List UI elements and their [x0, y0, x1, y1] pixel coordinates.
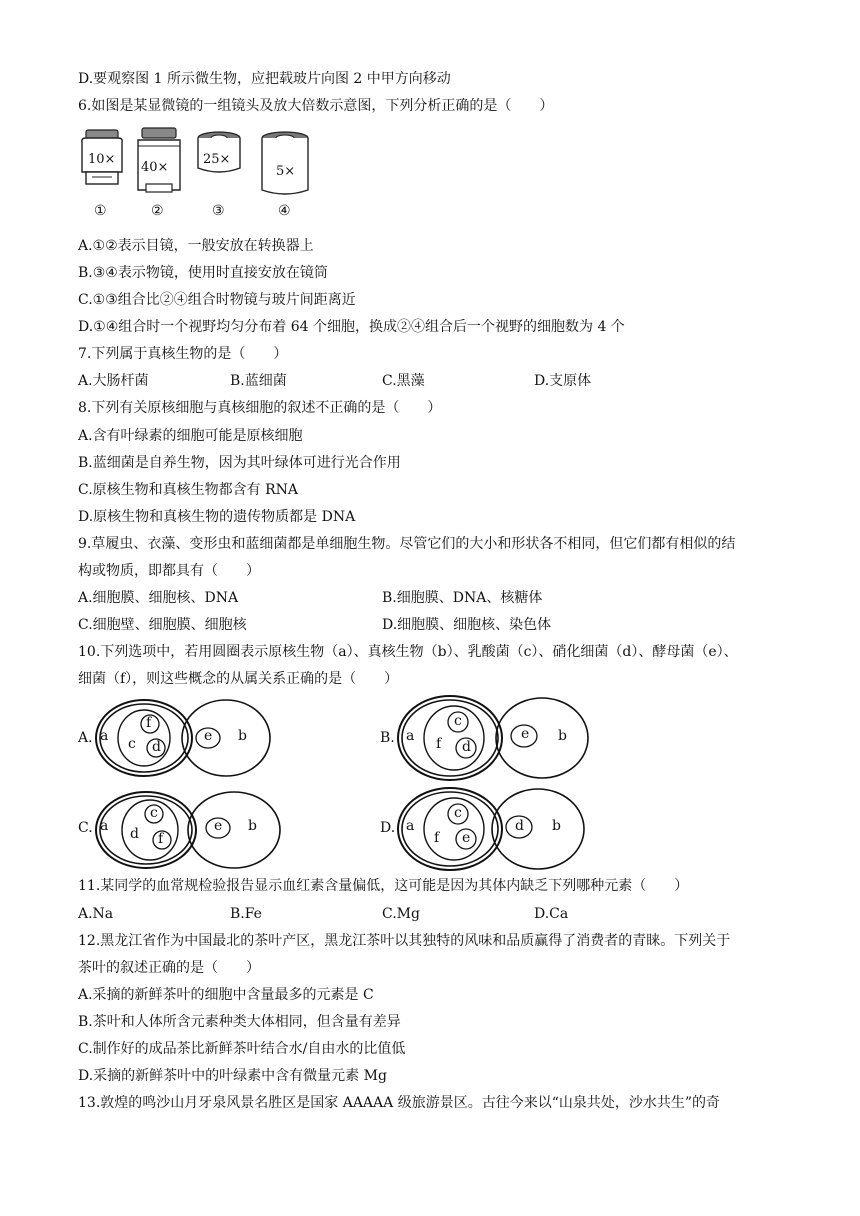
question-6-option-b: B.③④表示物镜，使用时直接安放在镜筒: [78, 265, 328, 281]
question-9-option-a: A.细胞膜、细胞核、DNA: [78, 590, 239, 606]
question-12-stem-line2: 茶叶的叙述正确的是（ ）: [78, 960, 260, 976]
question-12-option-c: C.制作好的成品茶比新鲜茶叶结合水/自由水的比值低: [78, 1041, 406, 1057]
question-9-stem-line2: 构或物质，即都具有（ ）: [78, 563, 260, 579]
question-9-options-row1: [78, 589, 778, 607]
question-11-option-b: B.Fe: [230, 906, 262, 922]
question-5-option-d: D.要观察图 1 所示微生物，应把载玻片向图 2 中甲方向移动: [78, 71, 451, 87]
lens-2-magnification: 40×: [141, 160, 169, 175]
question-11-stem: 11.某同学的血常规检验报告显示血红素含量偏低，这可能是因为其体内缺乏下列哪种元素（ ）: [78, 878, 689, 894]
lens-3-number: ③: [212, 203, 225, 219]
question-6-stem: 6.如图是某显微镜的一组镜头及放大倍数示意图，下列分析正确的是（ ）: [78, 98, 554, 114]
lens-3-magnification: 25×: [203, 152, 231, 167]
question-7-stem: 7.下列属于真核生物的是（ ）: [78, 346, 288, 362]
venn-option-d: D. a f c e d b: [380, 784, 590, 874]
question-8-option-a: A.含有叶绿素的细胞可能是原核细胞: [78, 428, 303, 444]
question-7-option-a: A.大肠杆菌: [78, 373, 149, 389]
lens-1-magnification: 10×: [88, 152, 116, 167]
question-8-option-c: C.原核生物和真核生物都含有 RNA: [78, 482, 299, 498]
venn-option-b: B. a f c d e b: [380, 692, 590, 784]
question-9-option-d: D.细胞膜、细胞核、染色体: [382, 617, 552, 633]
question-6-option-c: C.①③组合比②④组合时物镜与玻片间距离近: [78, 292, 356, 308]
question-9-options-row2: [78, 616, 778, 634]
question-10-stem-line2: 细菌（f），则这些概念的从属关系正确的是（ ）: [78, 671, 399, 687]
question-7-option-b: B.蓝细菌: [230, 373, 287, 389]
venn-diagram: [94, 696, 274, 780]
question-6-option-a: A.①②表示目镜，一般安放在转换器上: [78, 238, 314, 254]
question-12-option-b: B.茶叶和人体所含元素种类大体相同，但含量有差异: [78, 1014, 401, 1030]
question-11-option-d: D.Ca: [534, 906, 569, 922]
lens-figure: [76, 124, 316, 224]
question-12-stem-line1: 12.黑龙江省作为中国最北的茶叶产区，黑龙江茶叶以其独特的风味和品质赢得了消费者的青睐。下列关于: [78, 933, 731, 949]
lens-2-number: ②: [151, 203, 164, 219]
question-13-stem-line1: 13.敦煌的鸣沙山月牙泉风景名胜区是国家 AAAAA 级旅游景区。古往今来以“山泉共处，沙水共生”的奇: [78, 1095, 721, 1111]
question-9-stem-line1: 9.草履虫、衣藻、变形虫和蓝细菌都是单细胞生物。尽管它们的大小和形状各不相同，但它们都有相似的结: [78, 536, 736, 552]
question-9-option-b: B.细胞膜、DNA、核糖体: [382, 590, 543, 606]
lens-1-number: ①: [94, 203, 107, 219]
question-7-option-d: D.支原体: [534, 373, 592, 389]
question-8-stem: 8.下列有关原核细胞与真核细胞的叙述不正确的是（ ）: [78, 400, 442, 416]
question-11-option-a: A.Na: [78, 906, 114, 922]
question-6-option-d: D.①④组合时一个视野均匀分布着 64 个细胞，换成②④组合后一个视野的细胞数为 4 个: [78, 319, 625, 335]
question-12-option-a: A.采摘的新鲜茶叶的细胞中含量最多的元素是 C: [78, 987, 374, 1003]
question-8-option-b: B.蓝细菌是自养生物，因为其叶绿体可进行光合作用: [78, 455, 401, 471]
venn-option-a: A. a c f d e b: [78, 696, 278, 780]
lens-4-number: ④: [278, 203, 291, 219]
question-11-option-c: C.Mg: [382, 906, 420, 922]
question-10-stem-line1: 10.下列选项中，若用圆圈表示原核生物（a）、真核生物（b）、乳酸菌（c）、硝化细菌（d）、酵母菌（e）、: [78, 644, 738, 660]
question-7-option-c: C.黑藻: [382, 373, 425, 389]
question-12-option-d: D.采摘的新鲜茶叶中的叶绿素中含有微量元素 Mg: [78, 1068, 387, 1084]
question-7-options: [78, 372, 778, 390]
question-11-options: [78, 905, 778, 923]
venn-option-c: C. a d c f e b: [78, 788, 288, 872]
lens-4-magnification: 5×: [276, 164, 296, 179]
question-9-option-c: C.细胞壁、细胞膜、细胞核: [78, 617, 247, 633]
question-8-option-d: D.原核生物和真核生物的遗传物质都是 DNA: [78, 509, 356, 525]
